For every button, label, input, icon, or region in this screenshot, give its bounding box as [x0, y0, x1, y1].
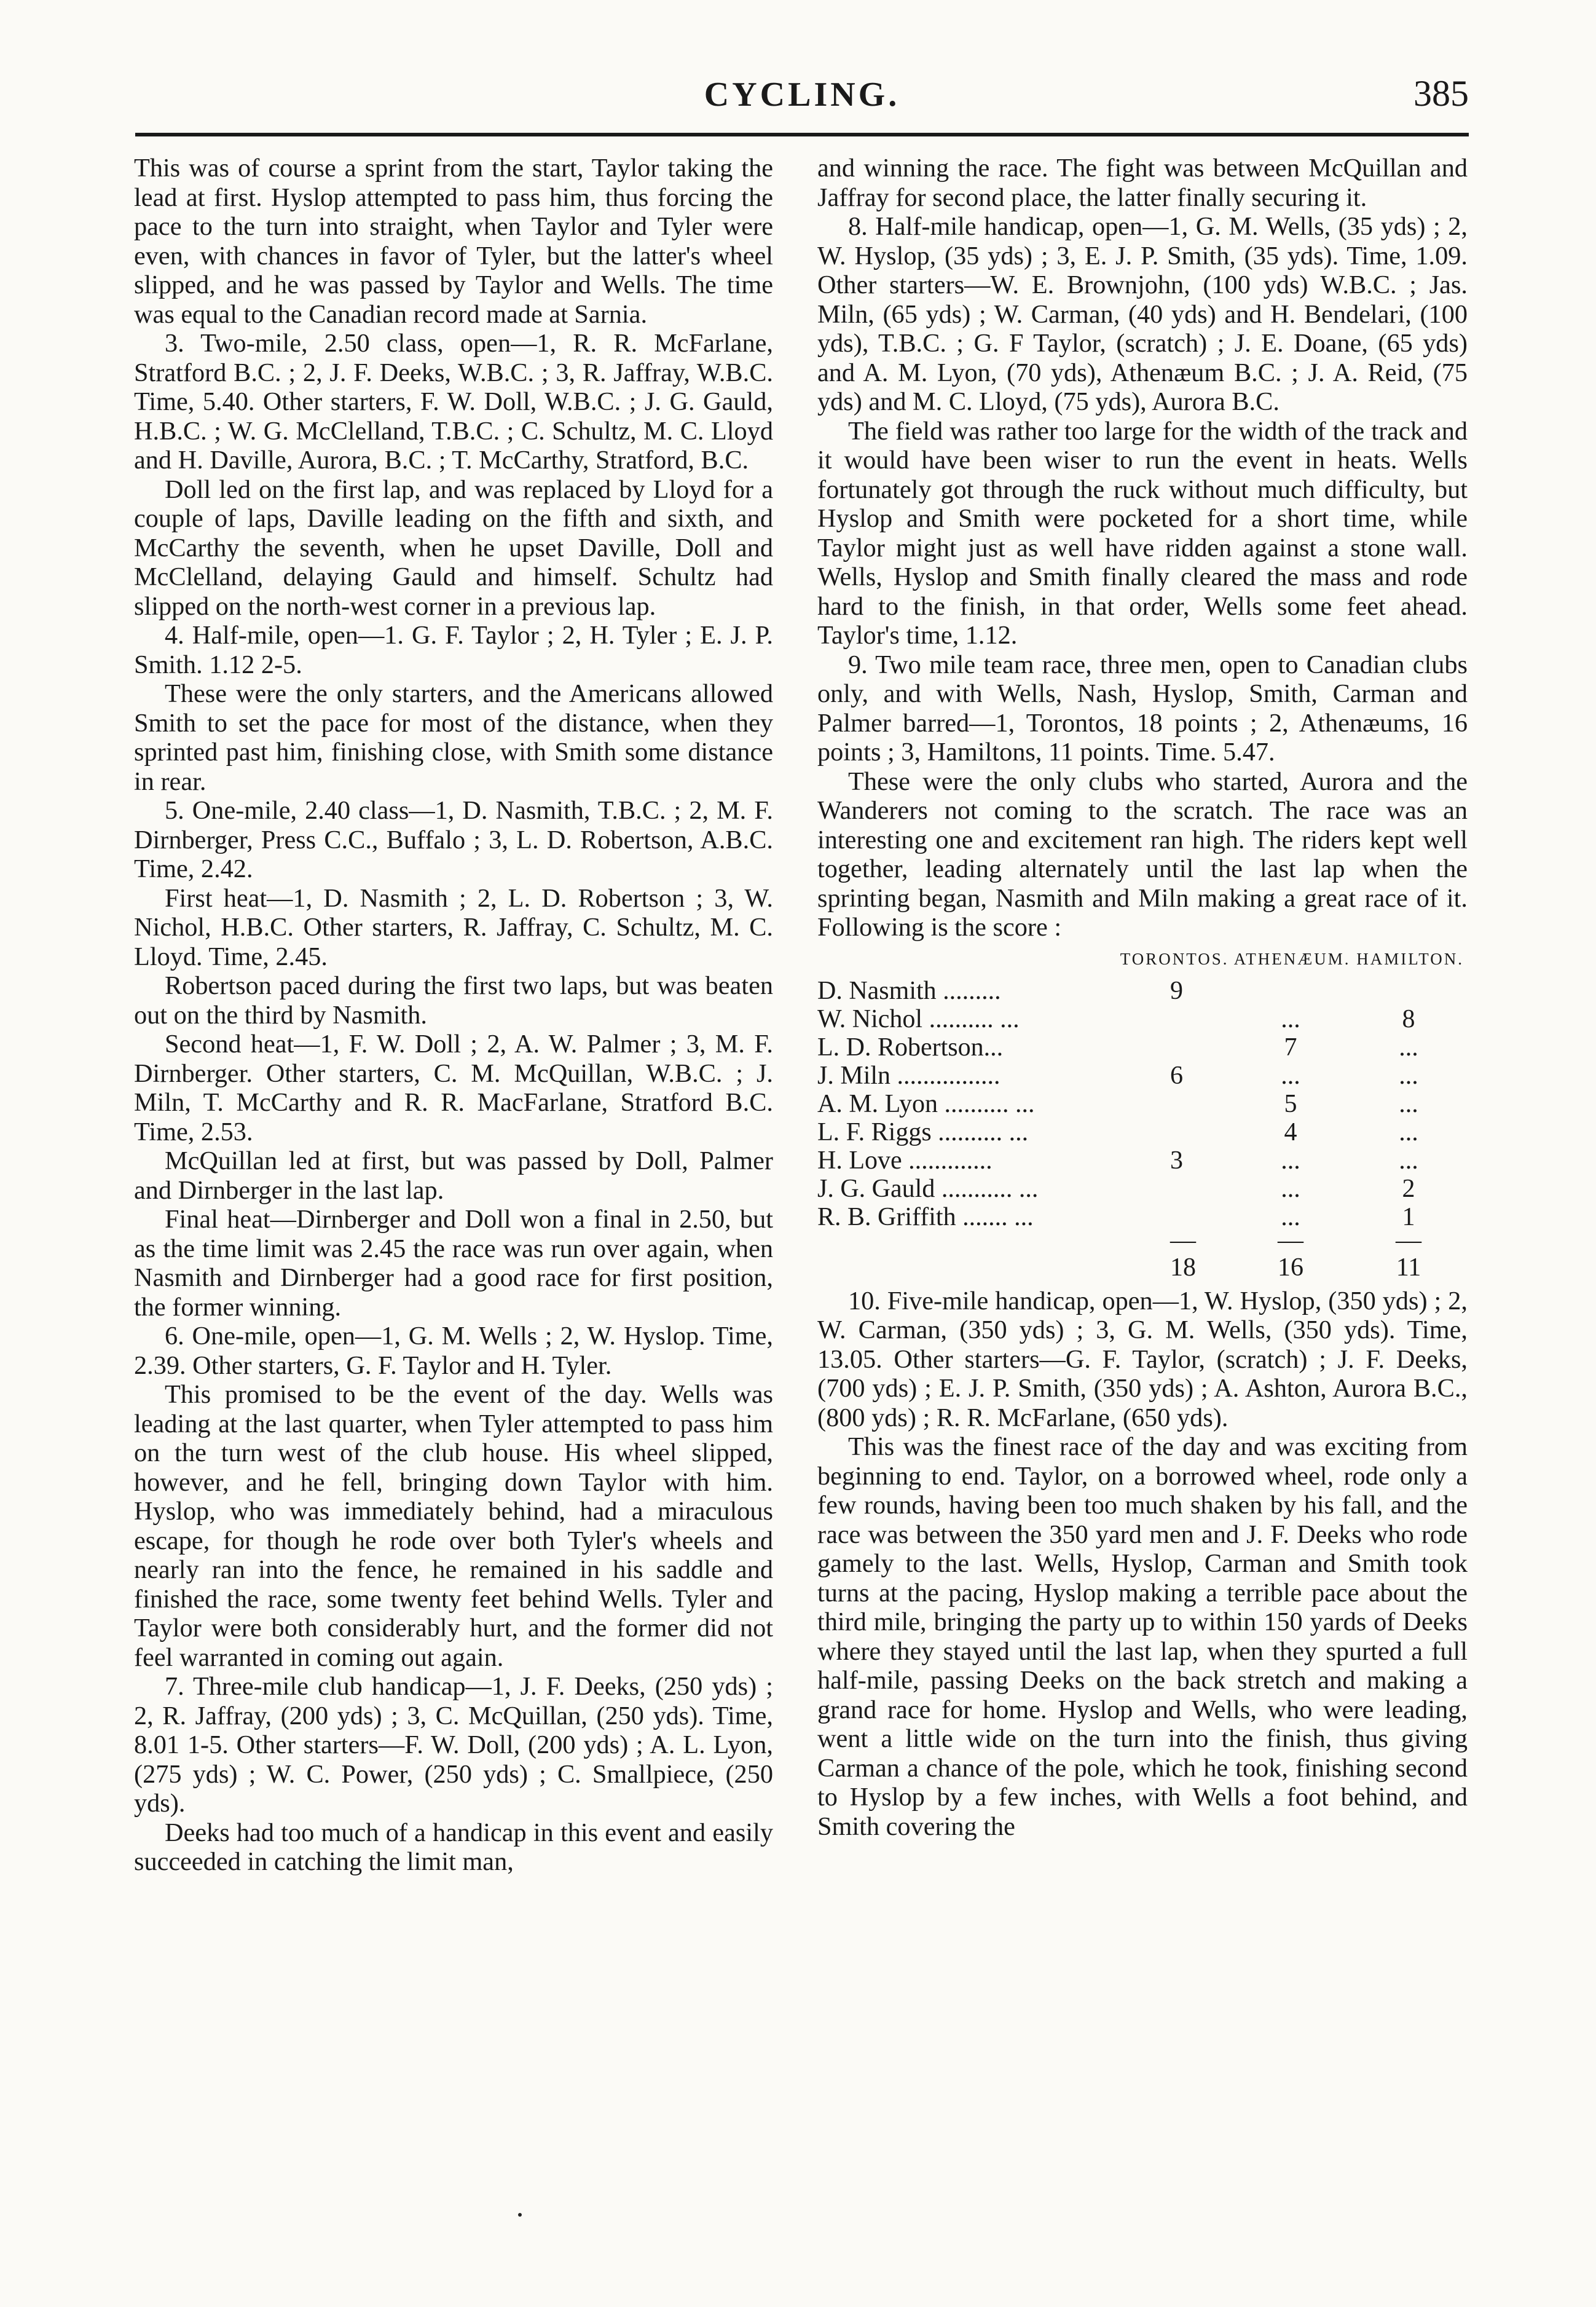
page-number: 385 [1413, 73, 1469, 114]
torontos-points [1162, 1118, 1232, 1146]
score-row [817, 1146, 1468, 1175]
score-row [817, 1005, 1468, 1033]
athenaeum-total: 16 [1278, 1253, 1303, 1282]
torontos-points: 3 [1170, 1146, 1183, 1175]
paragraph: 8. Half-mile handicap, open—1, G. M. Wells, (35 yds) ; 2, W. Hyslop, (35 yds) ; 3, E. J. P. Smith, (35 yds). Time, 1.09. Other starters—W. E. Brownjohn, (100 yds) W.B.C. ; Jas. Miln, (65 yds) ; W. Carman, (40 yds) and H. Bendelari, (100 yds), T.B.C. ; G. F Taylor, (scratch) ; J. E. Doane, (65 yds) and A. M. Lyon, (70 yds), Athenæum B.C. ; J. A. Reid, (75 yds) and M. C. Lloyd, (75 yds), Aurora B.C. [817, 212, 1468, 416]
rider-name: D. Nasmith ......... [817, 976, 1001, 1005]
score-row [817, 1033, 1468, 1062]
spacer-cell [817, 1250, 1162, 1282]
paragraph: These were the only starters, and the Americans allowed Smith to set the pace for most of the distance, when they sprinted past him, finishing close, with Smith some distance in rear. [134, 679, 773, 796]
paragraph: Final heat—Dirnberger and Doll won a final in 2.50, but as the time limit was 2.45 the race was run over again, when Nasmith and Dirnberger had a good race for first position, the former winning. [134, 1205, 773, 1322]
hamilton-points: 2 [1402, 1174, 1415, 1203]
hamilton-points: ... [1399, 1061, 1418, 1090]
hamilton-points: ... [1399, 1146, 1418, 1175]
score-table-block [817, 948, 1468, 1282]
paragraph: Deeks had too much of a handicap in this event and easily succeeded in catching the limit man, [134, 1818, 773, 1876]
score-row [817, 977, 1468, 1005]
paragraph: and winning the race. The fight was between McQuillan and Jaffray for second place, the latter finally securing it. [817, 154, 1468, 212]
rider-name: L. D. Robertson... [817, 1033, 1004, 1062]
paragraph: First heat—1, D. Nasmith ; 2, L. D. Robertson ; 3, W. Nichol, H.B.C. Other starters, R. Jaffray, C. Schultz, M. C. Lloyd. Time, 2.45. [134, 883, 773, 971]
score-row [817, 1203, 1468, 1231]
left-column [134, 154, 773, 1877]
paragraph: The field was rather too large for the width of the track and it would have been wiser to run the event in heats. Wells fortunately got through the ruck without much difficulty, but Hyslop and Smith were pocketed for a short time, while Taylor might just as well have ridden against a stone wall. Wells, Hyslop and Smith finally cleared the mass and rode hard to the finish, in that order, Wells some feet ahead. Taylor's time, 1.12. [817, 416, 1468, 650]
athenaeum-points [1232, 977, 1350, 1005]
header-rule [135, 133, 1469, 136]
rider-name: J. Miln ................ [817, 1061, 1000, 1090]
paragraph: 3. Two-mile, 2.50 class, open—1, R. R. McFarlane, Stratford B.C. ; 2, J. F. Deeks, W.B.C. ; 3, R. Jaffray, W.B.C. Time, 5.40. Other starters, F. W. Doll, W.B.C. ; J. G. Gauld, H.B.C. ; W. G. McClelland, T.B.C. ; C. Schultz, M. C. Lloyd and H. Daville, Aurora, B.C. ; T. McCarthy, Stratford, B.C. [134, 329, 773, 475]
paragraph: 5. One-mile, 2.40 class—1, D. Nasmith, T.B.C. ; 2, M. F. Dirnberger, Press C.C., Buffalo ; 3, L. D. Robertson, A.B.C. Time, 2.42. [134, 796, 773, 883]
score-row [817, 1175, 1468, 1203]
torontos-points [1162, 1090, 1232, 1118]
total-dash: — [1396, 1226, 1421, 1255]
rider-name: L. F. Riggs .......... ... [817, 1118, 1029, 1146]
score-row [817, 1090, 1468, 1118]
paragraph: Robertson paced during the first two laps, but was beaten out on the third by Nasmith. [134, 971, 773, 1030]
paragraph: 10. Five-mile handicap, open—1, W. Hyslop, (350 yds) ; 2, W. Carman, (350 yds) ; 3, G. M. Wells, (350 yds). Time, 13.05. Other starters—G. F. Taylor, (scratch) ; J. F. Deeks, (700 yds) ; E. J. P. Smith, (350 yds) ; A. Ashton, Aurora B.C., (800 yds) ; R. R. McFarlane, (650 yds). [817, 1286, 1468, 1432]
score-totals-row [817, 1250, 1468, 1282]
score-row [817, 1118, 1468, 1146]
total-dash: — [1170, 1226, 1196, 1255]
paragraph: 9. Two mile team race, three men, open to Canadian clubs only, and with Wells, Nash, Hyslop, Smith, Carman and Palmer barred—1, Torontos, 18 points ; 2, Athenæums, 16 points ; 3, Hamiltons, 11 points. Time. 5.47. [817, 650, 1468, 767]
torontos-points [1162, 1033, 1232, 1062]
torontos-total: 18 [1170, 1253, 1196, 1282]
paragraph: These were the only clubs who started, Aurora and the Wanderers not coming to the scratch. The race was an interesting one and excitement ran high. The riders kept well together, leading alternately until the last lap when the sprinting began, Nasmith and Miln making a great race of it. Following is the score : [817, 767, 1468, 942]
paragraph: 4. Half-mile, open—1. G. F. Taylor ; 2, H. Tyler ; E. J. P. Smith. 1.12 2-5. [134, 621, 773, 679]
score-table [817, 977, 1468, 1282]
athenaeum-points: ... [1281, 1061, 1300, 1090]
hamilton-points [1350, 977, 1468, 1005]
athenaeum-points: ... [1281, 1174, 1300, 1203]
paragraph: 6. One-mile, open—1, G. M. Wells ; 2, W. Hyslop. Time, 2.39. Other starters, G. F. Taylor and H. Tyler. [134, 1322, 773, 1380]
torontos-points [1162, 1005, 1232, 1033]
score-total-rule [817, 1231, 1468, 1250]
rider-name: W. Nichol .......... ... [817, 1004, 1020, 1033]
score-table-heading: TORONTOS. ATHENÆUM. HAMILTON. [1120, 949, 1464, 968]
paragraph: This was the finest race of the day and was exciting from beginning to end. Taylor, on a borrowed wheel, rode only a few rounds, having been too much shaken by his fall, and the race was between the 350 yard men and J. F. Deeks who rode gamely to the last. Wells, Hyslop, Carman and Smith took turns at the pacing, Hyslop making a terrible pace about the third mile, bringing the party up to within 150 yards of Deeks where they stayed until the last lap, when they spurted a full half-mile, passing Deeks on the back stretch and making a grand race for home. Hyslop and Wells, who were leading, went a little wide on the turn into the finish, thus giving Carman a chance of the pole, which he took, finishing second to Hyslop by a few inches, with Wells a foot behind, and Smith covering the [817, 1432, 1468, 1841]
right-column [817, 154, 1468, 1841]
torontos-points [1162, 1175, 1232, 1203]
spacer-cell [817, 1231, 1162, 1250]
rider-name: J. G. Gauld ........... ... [817, 1174, 1039, 1203]
running-title: CYCLING. [704, 76, 900, 114]
page-header [135, 68, 1469, 129]
score-row [817, 1062, 1468, 1090]
athenaeum-points: ... [1281, 1146, 1300, 1175]
athenaeum-points: ... [1281, 1004, 1300, 1033]
hamilton-points: ... [1399, 1033, 1418, 1062]
total-dash: — [1278, 1226, 1303, 1255]
paragraph: Second heat—1, F. W. Doll ; 2, A. W. Palmer ; 3, M. F. Dirnberger. Other starters, C. M. McQuillan, W.B.C. ; J. Miln, T. McCarthy and R. R. MacFarlane, Stratford B.C. Time, 2.53. [134, 1030, 773, 1146]
athenaeum-points: 4 [1284, 1118, 1297, 1146]
hamilton-total: 11 [1396, 1253, 1421, 1282]
hamilton-points: 8 [1402, 1004, 1415, 1033]
rider-name: R. B. Griffith ....... ... [817, 1202, 1034, 1231]
rider-name: H. Love ............. [817, 1146, 993, 1175]
paragraph: This was of course a sprint from the start, Taylor taking the lead at first. Hyslop attempted to pass him, thus forcing the pace to the turn into straight, when Taylor and Tyler were even, with chances in favor of Tyler, but the latter's wheel slipped, and he was passed by Taylor and Wells. The time was equal to the Canadian record made at Sarnia. [134, 154, 773, 329]
torontos-points: 6 [1170, 1061, 1183, 1090]
paragraph: McQuillan led at first, but was passed by Doll, Palmer and Dirnberger in the last lap. [134, 1146, 773, 1205]
paragraph: Doll led on the first lap, and was replaced by Lloyd for a couple of laps, Daville leading on the fifth and sixth, and McCarthy the seventh, when he upset Daville, Doll and McClelland, delaying Gauld and himself. Schultz had slipped on the north-west corner in a previous lap. [134, 475, 773, 621]
athenaeum-points: ... [1281, 1202, 1300, 1231]
paragraph: 7. Three-mile club handicap—1, J. F. Deeks, (250 yds) ; 2, R. Jaffray, (200 yds) ; 3, C. McQuillan, (250 yds). Time, 8.01 1-5. Other starters—F. W. Doll, (200 yds) ; A. L. Lyon, (275 yds) ; W. C. Power, (250 yds) ; C. Smallpiece, (250 yds). [134, 1672, 773, 1818]
paragraph: This promised to be the event of the day. Wells was leading at the last quarter, when Tyler attempted to pass him on the turn west of the club house. His wheel slipped, however, and he fell, bringing down Taylor with him. Hyslop, who was immediately behind, had a miraculous escape, for though he rode over both Tyler's wheels and nearly ran into the fence, he remained in his saddle and finished the race, some twenty feet behind Wells. Tyler and Taylor were both considerably hurt, and the former did not feel warranted in coming out again. [134, 1380, 773, 1672]
hamilton-points: ... [1399, 1118, 1418, 1146]
athenaeum-points: 7 [1284, 1033, 1297, 1062]
torontos-points: 9 [1170, 976, 1183, 1005]
rider-name: A. M. Lyon .......... ... [817, 1089, 1035, 1118]
page-mark [518, 2213, 522, 2217]
hamilton-points: ... [1399, 1089, 1418, 1118]
athenaeum-points: 5 [1284, 1089, 1297, 1118]
hamilton-points: 1 [1402, 1202, 1415, 1231]
